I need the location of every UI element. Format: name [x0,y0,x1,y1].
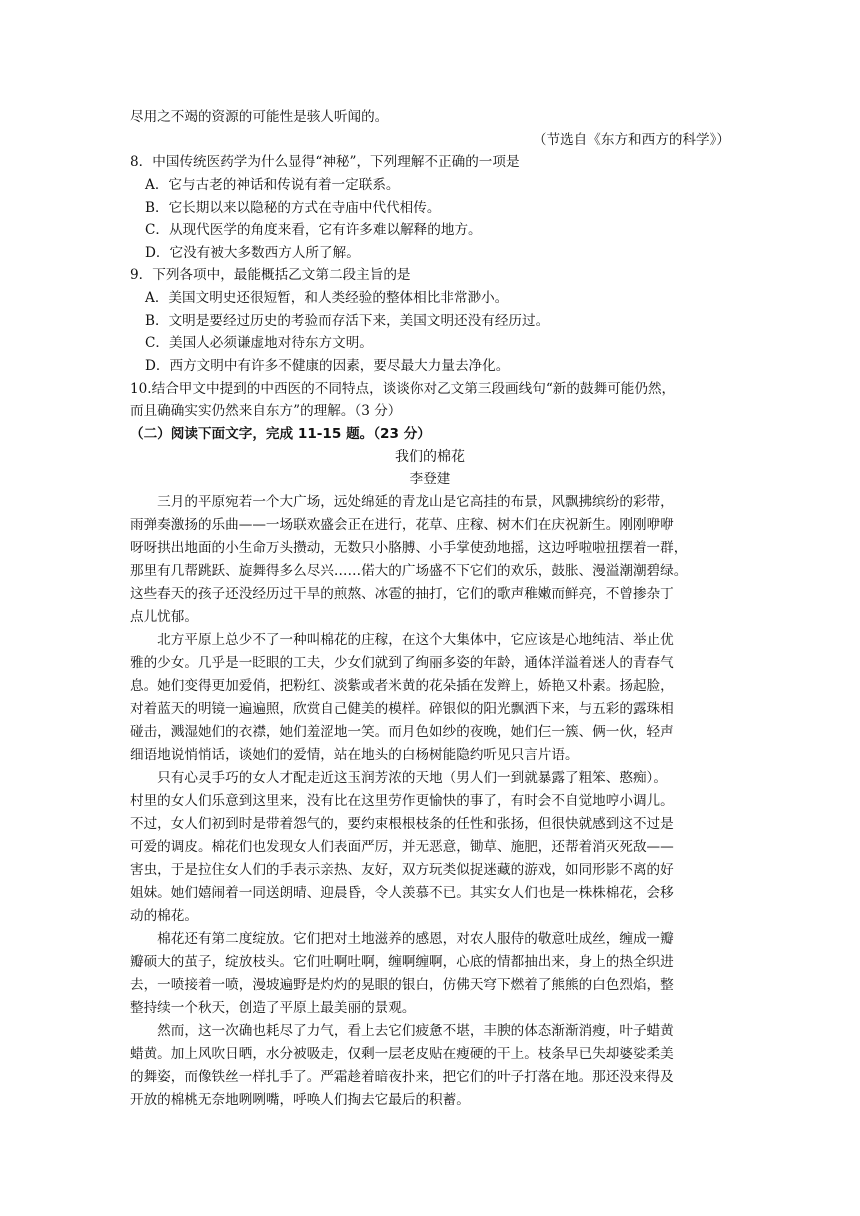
paragraph-1-line: 点儿忧郁。 [130,609,198,625]
question-10-line-1: 10.结合甲文中提到的中西医的不同特点，谈谈你对乙文第三段画线句“新的鼓舞可能仍然， [130,381,676,397]
paragraph-2-line: 北方平原上总少不了一种叫棉花的庄稼，在这个大集体中，它应该是心地纯洁、举止优 [130,632,674,648]
paragraph-5-line: 的舞姿，而像铁丝一样扎手了。严霜趁着暗夜扑来，把它们的叶子打落在地。那还没来得及 [130,1069,674,1085]
paragraph-2-line: 息。她们变得更加爱俏，把粉红、淡紫或者米黄的花朵插在发辫上，娇艳又朴素。扬起脸， [130,678,674,694]
question-9-stem: 9．下列各项中，最能概括乙文第二段主旨的是 [130,267,411,283]
question-10-line-2: 而且确确实实仍然来自东方”的理解。（3 分） [130,403,402,419]
paragraph-2-line: 碰击，溅湿她们的衣襟，她们羞涩地一笑。而月色如纱的夜晚，她们仨一簇、俩一伙，轻声 [130,724,674,740]
paragraph-1-line: 三月的平原宛若一个大广场，远处绵延的青龙山是它高挂的布景，风飘拂缤纷的彩带， [130,494,674,510]
question-8-option-d: D．它没有被大多数西方人所了解。 [145,245,360,261]
paragraph-5-line: 开放的棉桃无奈地咧咧嘴，呼唤人们掏去它最后的积蓄。 [130,1092,470,1108]
article-title: 我们的棉花 [395,449,465,465]
paragraph-5-line: 蜡黄。加上风吹日晒，水分被吸走，仅剩一层老皮贴在瘦硬的干上。枝条早已失却婆娑柔美 [130,1046,674,1062]
paragraph-2-line: 雅的少女。几乎是一眨眼的工夫，少女们就到了绚丽多姿的年龄，通体洋溢着迷人的青春气 [130,655,674,671]
paragraph-1-line: 雨弹奏激扬的乐曲——一场联欢盛会正在进行，花草、庄稼、树木们在庆祝新生。刚刚咿咿 [130,517,674,533]
paragraph-4-line: 去，一喷接着一喷，漫坡遍野是灼灼的晃眼的银白，仿佛天穹下燃着了熊熊的白色烈焰，整 [130,977,674,993]
section-heading: （二）阅读下面文字，完成 11-15 题。（23 分） [130,426,431,442]
paragraph-3-line: 村里的女人们乐意到这里来，没有比在这里劳作更愉快的事了，有时会不自觉地哼小调儿。 [130,793,674,809]
question-8-option-c: C．从现代医学的角度来看，它有许多难以解释的地方。 [145,222,482,238]
question-8-option-b: B．它长期以来以隐秘的方式在寺庙中代代相传。 [145,200,441,216]
question-9-option-c: C．美国人必须谦虚地对待东方文明。 [145,335,373,351]
paragraph-2-line: 细语地说悄悄话，谈她们的爱情，站在地头的白杨树能隐约听见只言片语。 [130,747,579,763]
paragraph-4-line: 棉花还有第二度绽放。它们把对土地滋养的感恩，对农人服侍的敬意吐成丝，缠成一瓣 [130,931,674,947]
previous-passage-tail: 尽用之不竭的资源的可能性是骇人听闻的。 [130,109,389,125]
paragraph-3-line: 不过，女人们初到时是带着怨气的，要约束根根枝条的任性和张扬，但很快就感到这不过是 [130,816,674,832]
question-9-option-d: D．西方文明中有许多不健康的因素，要尽最大力量去净化。 [145,358,510,374]
question-8-stem: 8．中国传统医药学为什么显得“神秘”，下列理解不正确的一项是 [130,154,520,170]
question-8-option-a: A．它与古老的神话和传说有着一定联系。 [145,177,400,193]
article-author: 李登建 [409,471,451,487]
paragraph-1-line: 那里有几帮跳跃、旋舞得多么尽兴……偌大的广场盛不下它们的欢乐，鼓胀、漫溢潮潮碧绿。 [130,563,688,579]
question-9-option-b: B．文明是要经过历史的考验而存活下来，美国文明还没有经历过。 [145,313,550,329]
paragraph-4-line: 瓣硕大的茧子，绽放枝头。它们吐啊吐啊，缠啊缠啊，心底的情都抽出来，身上的热全织进 [130,954,674,970]
paragraph-5-line: 然而，这一次确也耗尽了力气，看上去它们疲惫不堪，丰腴的体态渐渐消瘦，叶子蜡黄 [130,1023,674,1039]
paragraph-1-line: 这些春天的孩子还没经历过干旱的煎熬、冰雹的抽打，它们的歌声稚嫩而鲜亮，不曾掺杂丁 [130,586,674,602]
paragraph-1-line: 呀呀拱出地面的小生命万头攒动，无数只小胳膊、小手掌使劲地摇，这边呼啦啦扭摆着一群， [130,540,688,556]
paragraph-3-line: 害虫，于是拉住女人们的手表示亲热、友好，双方玩类似捉迷藏的游戏，如同形影不离的好 [130,862,674,878]
paragraph-3-line: 姐妹。她们嬉闹着一同送朗晴、迎晨昏，令人羡慕不已。其实女人们也是一株株棉花，会移 [130,885,674,901]
paragraph-3-line: 只有心灵手巧的女人才配走近这玉润芳浓的天地（男人们一到就暴露了粗笨、憨痴）。 [130,770,667,786]
paragraph-3-line: 可爱的调皮。棉花们也发现女人们表面严厉，并无恶意，锄草、施肥，还帮着消灭死敌—— [130,839,674,855]
paragraph-4-line: 整持续一个秋天，创造了平原上最美丽的景观。 [130,1000,416,1016]
paragraph-3-line: 动的棉花。 [130,908,198,924]
paragraph-2-line: 对着蓝天的明镜一遍遍照，欣赏自己健美的模样。碎银似的阳光飘洒下来，与五彩的露珠相 [130,701,674,717]
passage-source: （节选自《东方和西方的科学》） [532,132,730,148]
question-9-option-a: A．美国文明史还很短暂，和人类经验的整体相比非常渺小。 [145,290,509,306]
